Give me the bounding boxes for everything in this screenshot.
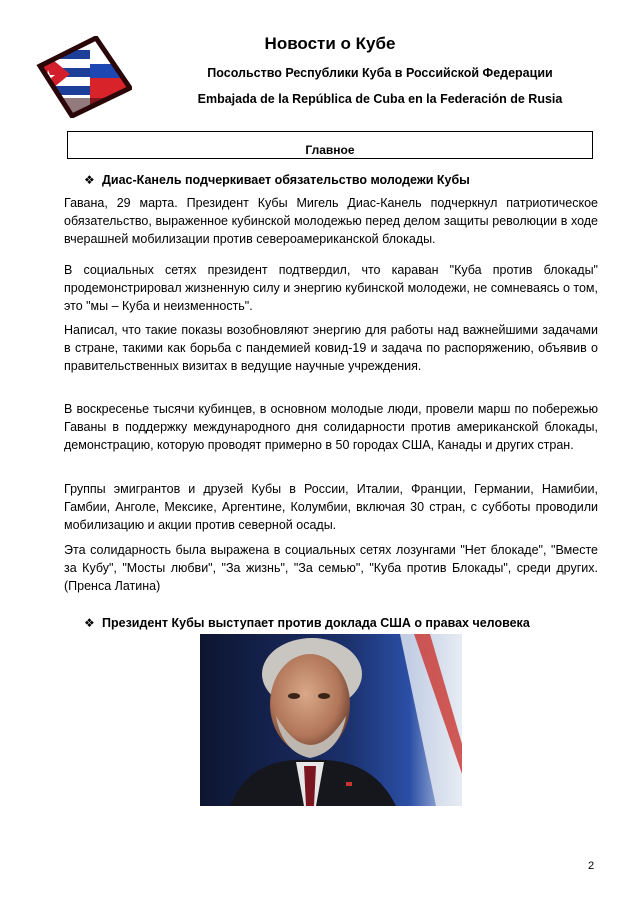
page-number: 2 [588,860,595,872]
article-1-title-text: Диас-Канель подчеркивает обязательство молодежи Кубы [102,173,470,187]
section-label: Главное [305,143,355,157]
article-1-paragraph: Группы эмигрантов и друзей Кубы в России, Италии, Франции, Германии, Намибии, Гамбии, Анголе, Мексике, Аргентине, Колумбии, включая 30 стран, с субботы проводили мобилизацию и акции против северной осады. [64,482,598,532]
embassy-name-ru: Посольство Республики Куба в Российской Федерации [207,66,553,80]
article-1-paragraph: Эта солидарность была выражена в социальных сетях лозунгами "Нет блокаде", "Вместе за Кубу", "Мосты любви", "За жизнь", "За семью", "Куба против Блокады", среди других. (Пренса Латина) [64,543,598,593]
president-portrait-photo [200,634,462,806]
diamond-bullet-icon: ❖ [84,173,95,187]
cuba-russia-flags-icon [36,36,132,118]
article-1-paragraph: В воскресенье тысячи кубинцев, в основном молодые люди, провели марш по побережью Гаваны в поддержку международного дня солидарности против американской блокады, демонстрацию, которую проводят примерно в 50 городах США, Канады и других стран. [64,402,598,452]
embassy-name-es: Embajada de la República de Cuba en la Federación de Rusia [197,92,563,106]
article-2-title [84,616,530,630]
article-1-paragraph: В социальных сетях президент подтвердил, что караван "Куба против блокады" продемонстрировал жизненную силу и энергию кубинской молодежи, не сомневаясь о том, это "мы – Куба и неизменность". [64,263,598,313]
article-1-title [84,173,470,187]
article-1-paragraph: Гавана, 29 марта. Президент Кубы Мигель Диас-Канель подчеркнул патриотическое обязательство, выраженное кубинской молодежью перед делом защиты революции в ходе вчерашней мобилизации против североамериканской блокады. [64,196,598,246]
article-1-paragraph: Написал, что такие показы возобновляют энергию для работы над важнейшими задачами в стране, такими как борьба с пандемией ковид-19 и задача по распоряжению, объявив о правительственных визитах в ведущие научные учреждения. [64,323,598,373]
article-2-title-text: Президент Кубы выступает против доклада США о правах человека [102,616,530,630]
page-title: Новости о Кубе [264,34,396,53]
section-header-box [67,131,593,159]
diamond-bullet-icon: ❖ [84,616,95,630]
